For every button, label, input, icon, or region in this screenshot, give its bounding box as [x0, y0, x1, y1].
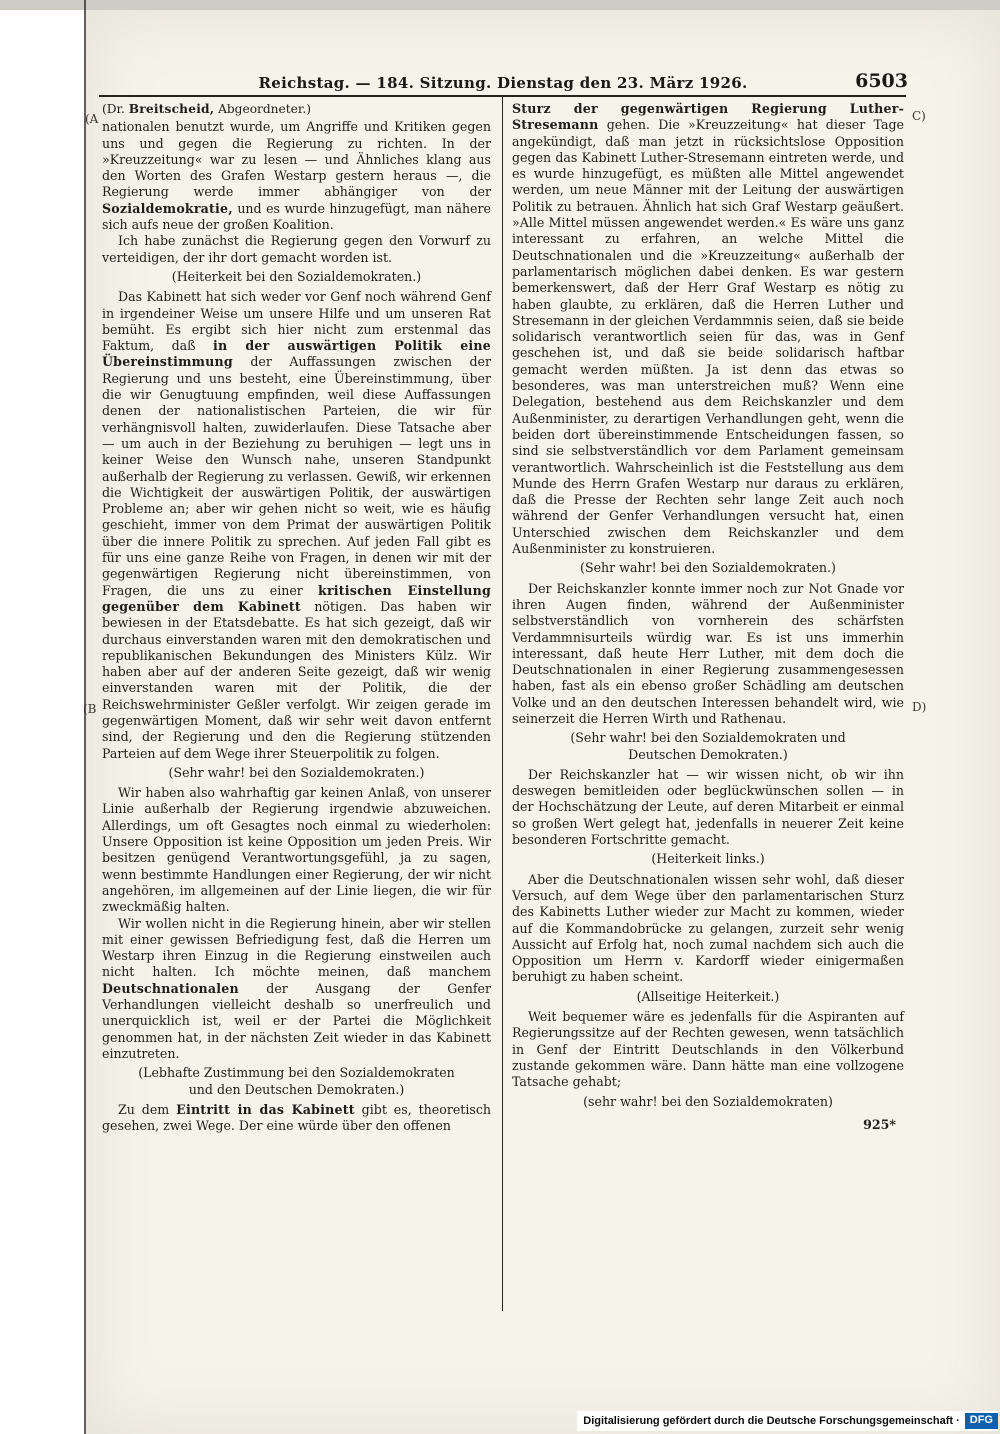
scanner-edge-strip	[0, 0, 1000, 10]
left-column	[102, 101, 491, 1134]
stage-direction: (Sehr wahr! bei den Sozialdemokraten.)	[580, 560, 836, 576]
stage-direction: (Allseitige Heiterkeit.)	[636, 988, 780, 1004]
margin-letter-d: D)	[912, 700, 927, 714]
stage-direction: (Sehr wahr! bei den Sozialdemokraten und Deutschen Demokraten.)	[570, 730, 846, 762]
page-header-title: Reichstag. — 184. Sitzung. Dienstag den 23. März 1926.	[258, 74, 748, 92]
margin-letter-c: C)	[912, 109, 926, 123]
paragraph: Der Reichskanzler konnte immer noch zur Not Gnade vor ihren Augen finden, während der Außenminister selbstverständlich von vornherein des schärfsten Verdammnisurteils würdig war. Es ist uns immerhin interessant, daß heute Herr Luther, mit dem doch die Deutschnationalen in einer Regierung zusammengesessen haben, fast als ein ebenso großer Schädling am deutschen Volke und an den deutschen Interessen behandelt wird, wie seinerzeit die Herren Wirth und Rathenau.	[512, 580, 904, 726]
column-divider	[502, 95, 503, 1311]
paragraph: Wir wollen nicht in die Regierung hinein, aber wir stellen mit einer gewissen Befriedigung fest, daß die Herren um Westarp ihren Einzug in die Regierung einstweilen auch nicht halten. Ich möchte meinen, daß manchem Deutschnationalen der Ausgang der Genfer Verhandlungen vielleicht deshalb so unerfreulich und unerquicklich ist, weil er der Partei die Möglichkeit genommen hat, in der nächsten Zeit wieder in das Kabinett einzutreten.	[102, 915, 491, 1061]
stage-direction: (Heiterkeit links.)	[651, 851, 765, 867]
digitization-credit: Digitalisierung gefördert durch die Deutsche Forschungsgemeinschaft ·	[583, 1415, 960, 1427]
paragraph: Der Reichskanzler hat — wir wissen nicht, ob wir ihn deswegen bemitleiden oder beglückwünschen sollen — in der Hochschätzung der Leute, auf deren Mitarbeit er einmal so großen Wert gelegt hat, jedenfalls in neuerer Zeit keine besonderen Fortschritte gemacht.	[512, 766, 904, 848]
paragraph: Weit bequemer wäre es jedenfalls für die Aspiranten auf Regierungssitze auf der Rechten gewesen, wenn tatsächlich in Genf der Eintritt Deutschlands in den Völkerbund zustande gekommen wäre. Dann hätte man eine vollzogene Tatsache gehabt;	[512, 1009, 904, 1090]
stage-direction: (sehr wahr! bei den Sozialdemokraten)	[583, 1093, 833, 1109]
stage-direction: (Heiterkeit bei den Sozialdemokraten.)	[171, 268, 422, 284]
speaker-line: (Dr. Breitscheid, Abgeordneter.)	[102, 102, 311, 116]
digitization-footer	[577, 1411, 998, 1431]
paragraph: nationalen benutzt wurde, um Angriffe und Kritiken gegen uns und gegen die Regierung zu richten. In der »Kreuzzeitung« war zu lesen — und Ähnliches klang aus den Worten des Grafen Westarp gestern heraus —, die Regierung werde immer abhängiger von der Sozialdemokratie, und es wurde hinzugefügt, man nähere sich aufs neue der großen Koalition.	[102, 119, 491, 233]
margin-letter-b: (B	[83, 702, 97, 716]
margin-letter-a: (A	[85, 112, 99, 126]
page-edge-line	[84, 0, 86, 1434]
signature-mark: 925*	[863, 1116, 896, 1132]
paragraph: Sturz der gegenwärtigen Regierung Luther-Stresemann gehen. Die »Kreuzzeitung« hat dieser Tage angekündigt, daß man jetzt in rücksichtslose Opposition gegen das Kabinett Luther-Stresemann eintreten werde, und es wurde hinzugefügt, es müßten alle Mittel angewendet werden, um neue Männer mit der Leitung der auswärtigen Politik zu betrauen. Ähnlich hat sich Graf Westarp geäußert. »Alle Mittel müssen angewendet werden.« Es wäre uns ganz interessant zu erfahren, an welche Mittel die Deutschnationalen und die »Kreuzzeitung« außerhalb der parlamentarisch möglichen dabei denken. Es war gestern bemerkenswert, daß der Herr Graf Westarp es nötig zu haben glaubte, zu erklären, daß die Herren Luther und Stresemann in der gleichen Verdammnis seien, daß sie beide solidarisch verantwortlich seien für das, was in Genf geschehen ist, und daß sie beide solidarisch haftbar gemacht werden müßten. Ja ist denn das etwas so besonderes, was man unterstreichen muß? Wenn eine Delegation, bestehend aus dem Reichskanzler und dem Außenminister, zu derartigen Verhandlungen geht, wenn die beiden dort übereinstimmende Entscheidungen fassen, so sind sie selbstverständlich vor dem Parlament gemeinsam verantwortlich. Wahrscheinlich ist die Feststellung aus dem Munde des Herrn Grafen Westarp nur daraus zu erklären, daß die Presse der Rechten sehr lange Zeit auch noch während der Genfer Verhandlungen versucht hat, einen Unterschied zwischen dem Reichskanzler und dem Außenminister zu konstruieren.	[512, 101, 904, 557]
stage-direction: (Lebhafte Zustimmung bei den Sozialdemokraten und den Deutschen Demokraten.)	[138, 1065, 455, 1097]
stage-direction: (Sehr wahr! bei den Sozialdemokraten.)	[168, 764, 425, 780]
paragraph: Aber die Deutschnationalen wissen sehr wohl, daß dieser Versuch, auf dem Wege über den parlamentarischen Sturz des Kabinetts Luther wieder zur Macht zu kommen, wieder auf die Kommandobrücke zu gelangen, zurzeit sehr wenig Aussicht auf Erfolg hat, noch zumal nachdem sich auch die Opposition um Herrn v. Kardorff wieder einigermaßen beruhigt zu haben scheint.	[512, 871, 904, 985]
dfg-logo: DFG	[965, 1413, 998, 1429]
paragraph: Wir haben also wahrhaftig gar keinen Anlaß, von unserer Linie außerhalb der Regierung irgendwie abzuweichen. Allerdings, um oft Gesagtes noch einmal zu wiederholen: Unsere Opposition ist keine Opposition um jeden Preis. Wir besitzen genügend Verantwortungsgefühl, ja zu sagen, wenn bestimmte Handlungen einer Regierung, der wir nicht angehören, im allgemeinen auf der Linie liegen, die wir für zweckmäßig halten.	[102, 785, 491, 915]
paragraph: Ich habe zunächst die Regierung gegen den Vorwurf zu verteidigen, der ihr dort gemacht worden ist.	[102, 233, 491, 265]
paragraph: Zu dem Eintritt in das Kabinett gibt es, theoretisch gesehen, zwei Wege. Der eine würde über den offenen	[102, 1101, 492, 1134]
right-column	[512, 101, 904, 1133]
paragraph: Das Kabinett hat sich weder vor Genf noch während Genf in irgendeiner Weise um unsere Hilfe und um unseren Rat bemüht. Es ergibt sich hier nicht zum erstenmal das Faktum, daß in der auswärtigen Politik eine Übereinstimmung der Auffassungen zwischen der Regierung und uns besteht, eine Übereinstimmung, über die wir Genugtuung empfinden, weil diese Auffassungen denen der nationalistischen Parteien, die wir für verhängnisvoll halten, zuwiderlaufen. Diese Tatsache aber — um auch in der Beziehung zu beruhigen — legt uns in keiner Weise den Wunsch nahe, unseren Standpunkt außerhalb der Regierung zu verlassen. Gewiß, wir erkennen die Wichtigkeit der auswärtigen Politik, der auswärtigen Probleme an; aber wir gehen nicht so weit, wie es häufig geschieht, immer von dem Primat der auswärtigen Politik über die innere Politik zu sprechen. Auf jeden Fall gibt es für uns eine ganze Reihe von Fragen, in denen wir mit der gegenwärtigen Regierung nicht übereinstimmen, von Fragen, die uns zu einer kritischen Einstellung gegenüber dem Kabinett nötigen. Das haben wir bewiesen in der Etatsdebatte. Es hat sich gezeigt, daß wir durchaus einverstanden waren mit den demokratischen und republikanischen Bekundungen des Ministers Külz. Wir haben aber auf der anderen Seite gezeigt, daß wir wenig einverstanden waren mit der Politik, die der Reichswehrminister Geßler verfolgt. Wir zeigen gerade im gegenwärtigen Moment, daß wir sehr weit davon entfernt sind, der Regierung und den die Regierung stützenden Parteien auf dem Wege ihrer Steuerpolitik zu folgen.	[102, 289, 492, 761]
page-number: 6503	[855, 70, 908, 92]
